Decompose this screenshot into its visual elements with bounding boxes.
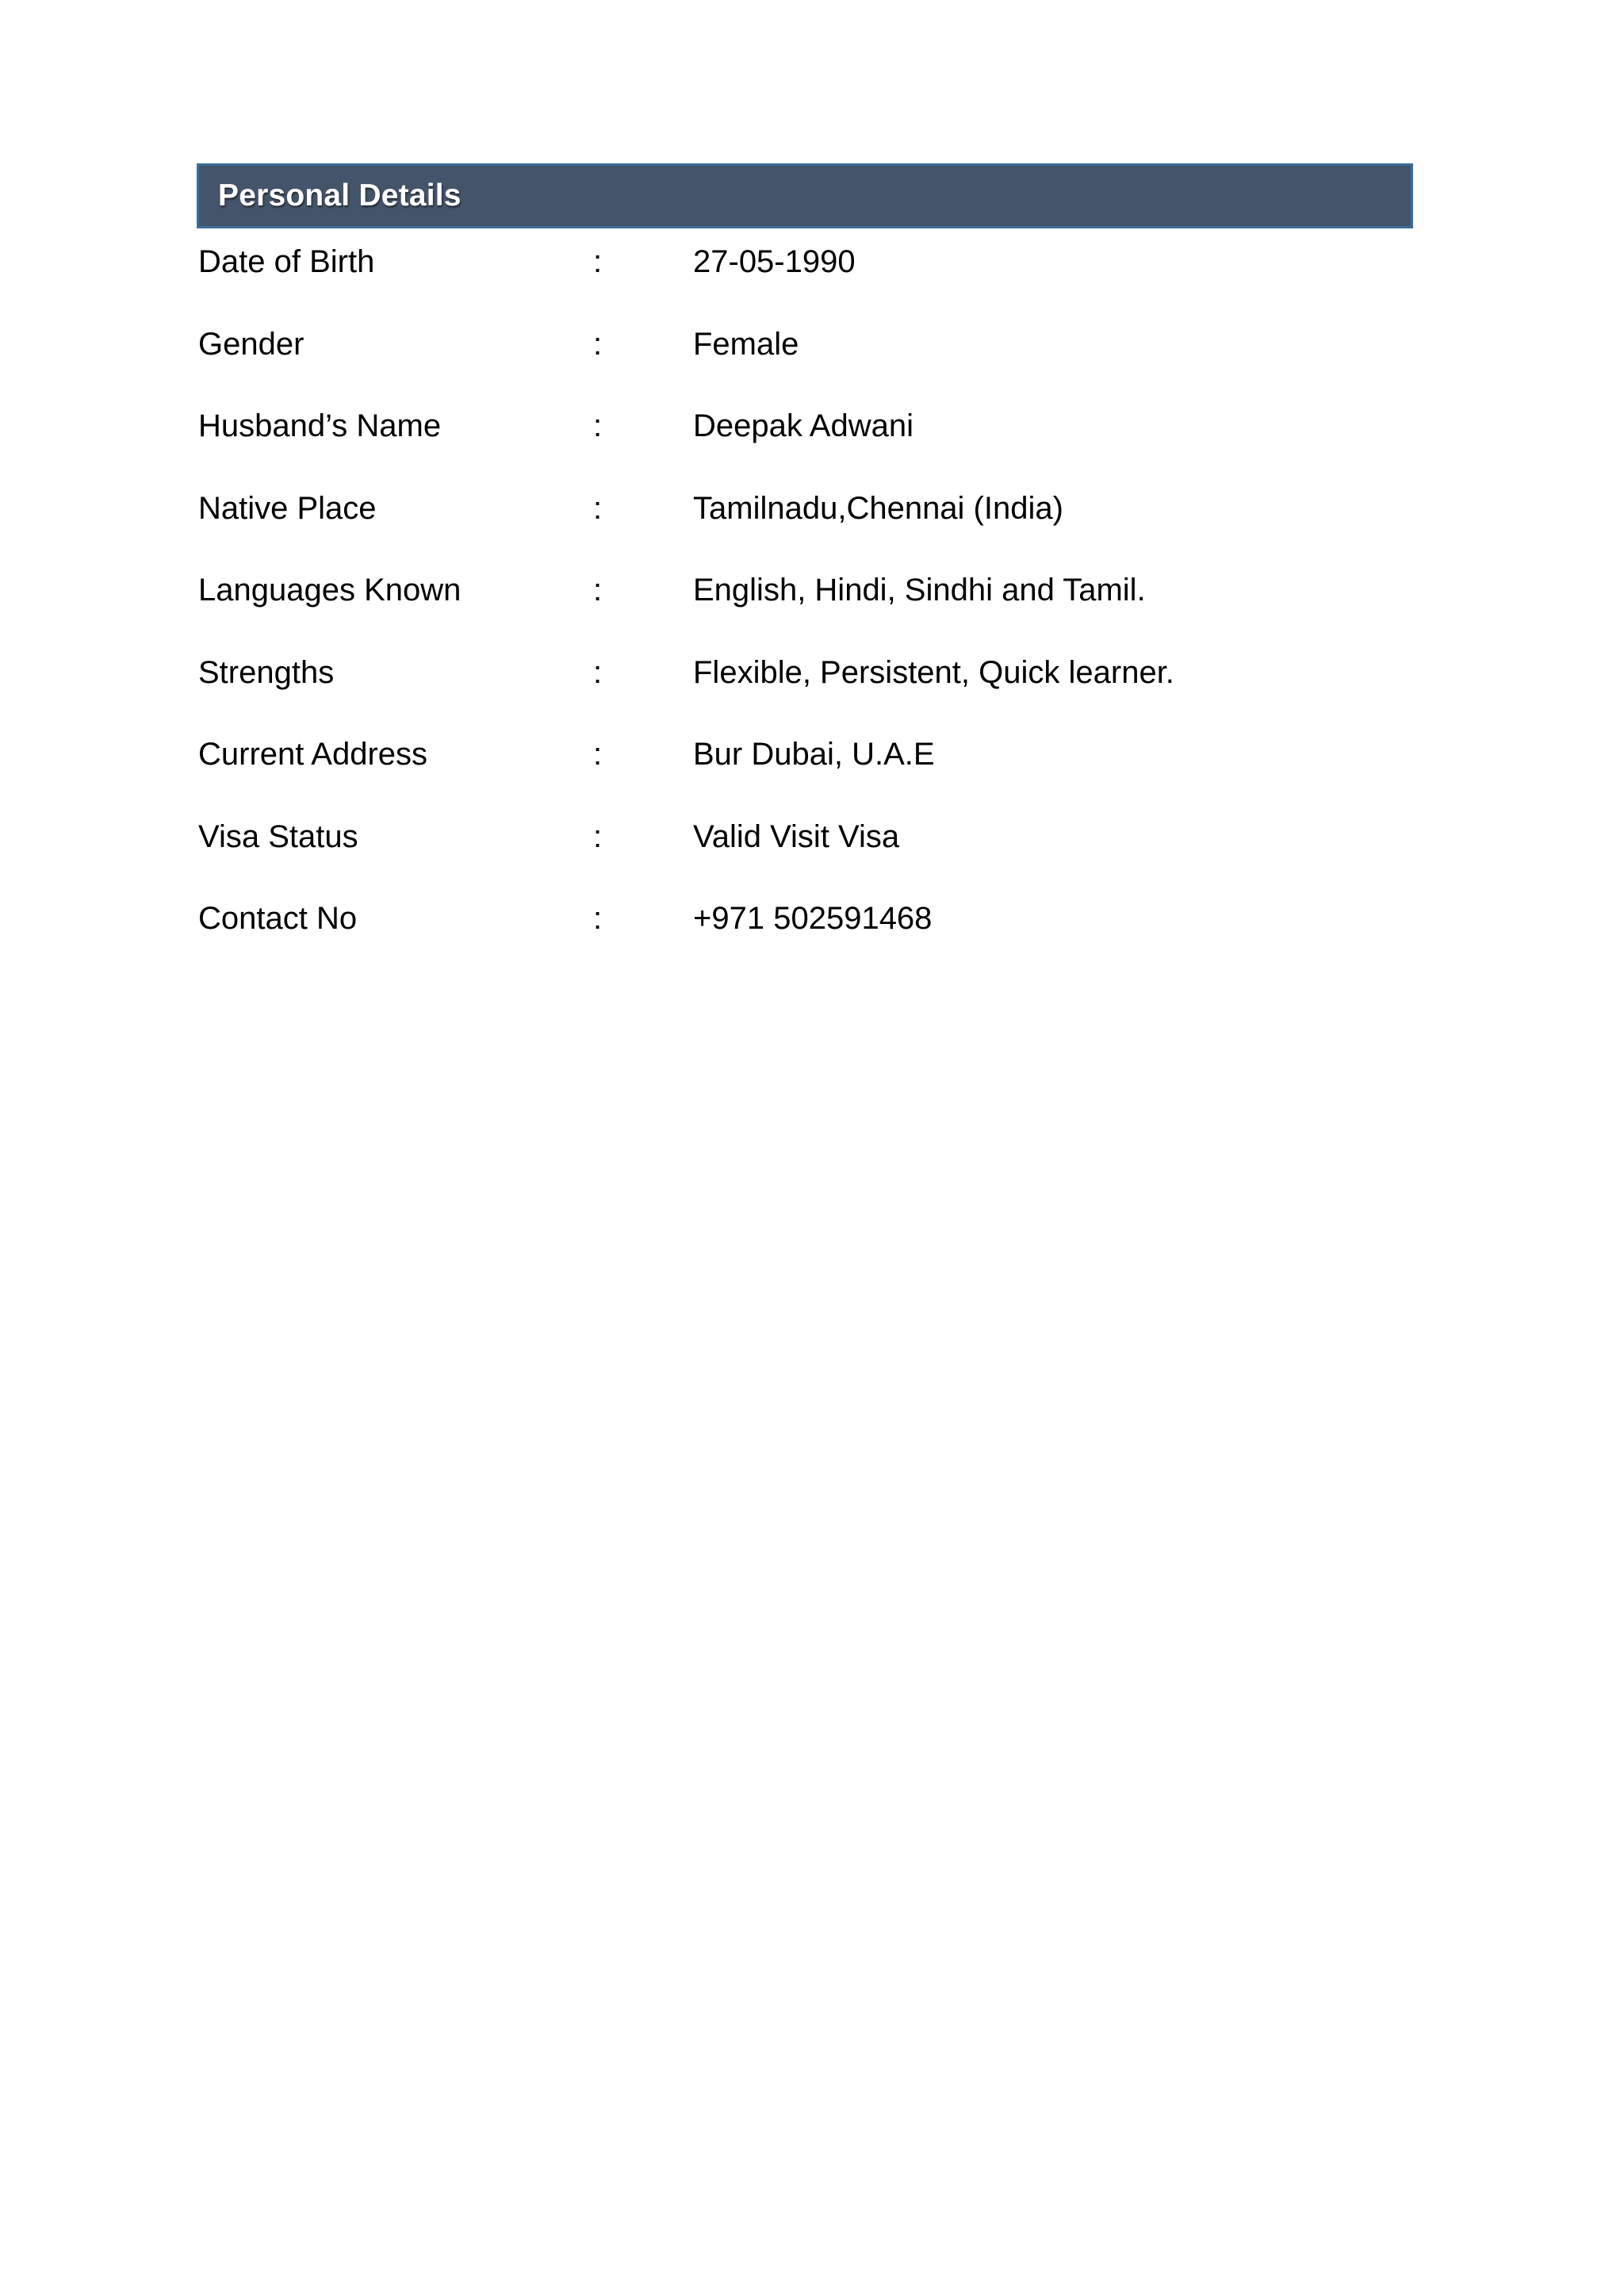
detail-value: Tamilnadu,Chennai (India) [693,490,1063,526]
detail-separator: : [593,490,603,526]
detail-value: Bur Dubai, U.A.E [693,737,935,772]
detail-row-contact-no [198,895,1411,977]
detail-value: Flexible, Persistent, Quick learner. [693,654,1174,690]
personal-details-list [198,238,1411,977]
detail-label: Languages Known [198,573,462,608]
detail-separator: : [593,654,603,690]
detail-separator: : [593,326,603,362]
detail-separator: : [593,408,603,443]
detail-value: Deepak Adwani [693,408,914,443]
detail-separator: : [593,737,603,772]
detail-row-visa-status [198,813,1411,895]
detail-row-date-of-birth [198,238,1411,320]
detail-label: Current Address [198,737,428,772]
personal-details-header [197,163,1413,228]
detail-value: +971 502591468 [693,901,933,936]
detail-row-strengths [198,649,1411,731]
detail-label: Husband’s Name [198,408,442,443]
section-title: Personal Details [218,178,462,213]
detail-label: Strengths [198,654,335,690]
detail-row-husbands-name [198,402,1411,485]
detail-label: Contact No [198,901,358,936]
detail-label: Visa Status [198,818,358,854]
detail-value: Valid Visit Visa [693,818,900,854]
detail-value: Female [693,326,799,362]
detail-separator: : [593,901,603,936]
detail-separator: : [593,818,603,854]
detail-separator: : [593,573,603,608]
detail-label: Date of Birth [198,244,375,279]
detail-label: Native Place [198,490,377,526]
detail-row-current-address [198,730,1411,813]
detail-row-languages-known [198,566,1411,649]
detail-label: Gender [198,326,304,362]
detail-row-native-place [198,485,1411,567]
detail-value: English, Hindi, Sindhi and Tamil. [693,573,1146,608]
detail-separator: : [593,244,603,279]
detail-row-gender [198,320,1411,403]
detail-value: 27-05-1990 [693,244,856,279]
